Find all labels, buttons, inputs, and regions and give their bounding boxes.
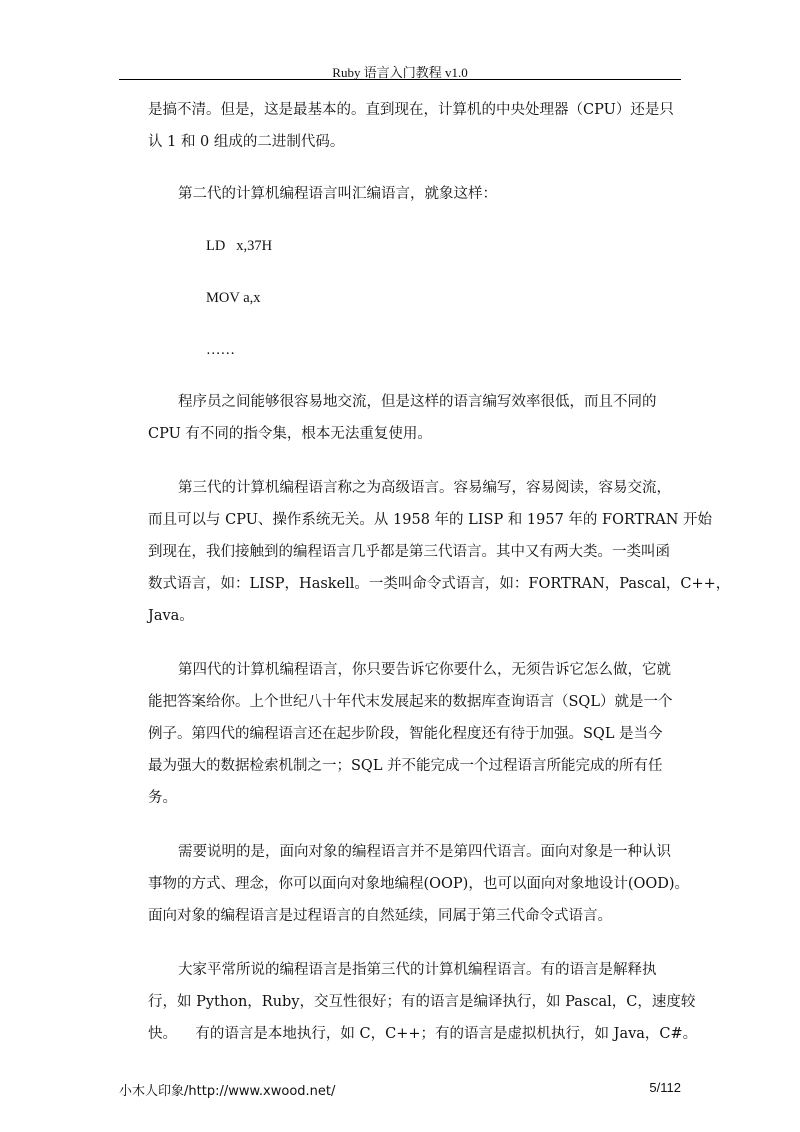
paragraph-5 [148,654,673,814]
text-line: 大家平常所说的编程语言是指第三代的计算机编程语言。有的语言是解释执 [178,962,657,978]
text-line: 面向对象的编程语言是过程语言的自然延续，同属于第三代命令式语言。 [148,908,612,924]
code-line-2: MOV a,x [206,290,261,306]
footer-site-link: 小木人印象/http://www.xwood.net/ [119,1084,336,1099]
paragraph-7 [148,954,698,1050]
running-header-title: Ruby 语言入门教程 v1.0 [332,65,468,80]
text-line: 第二代的计算机编程语言叫汇编语言，就象这样： [178,186,497,202]
text-line: 快。 有的语言是本地执行，如 C，C++；有的语言是虚拟机执行，如 Java，C#。 [148,1026,698,1042]
code-line-3: …… [206,342,235,358]
text-line: 能把答案给你。上个世纪八十年代末发展起来的数据库查询语言（SQL）就是一个 [148,694,673,710]
text-line: 需要说明的是，面向对象的编程语言并不是第四代语言。面向对象是一种认识 [178,844,671,860]
text-line: 到现在，我们接触到的编程语言几乎都是第三代语言。其中又有两大类。一类叫函 [148,544,670,560]
text-line: 行，如 Python，Ruby，交互性很好；有的语言是编译执行，如 Pascal，C，速度较 [148,994,696,1010]
code-line-1: LD x,37H [206,238,273,254]
text-line: Java。 [148,608,194,624]
text-line: 第四代的计算机编程语言，你只要告诉它你要什么，无须告诉它怎么做，它就 [178,662,671,678]
paragraph-3 [148,386,656,450]
text-line: 事物的方式、理念，你可以面向对象地编程(OOP)，也可以面向对象地设计(OOD)。 [148,876,690,892]
text-line: 认 1 和 0 组成的二进制代码。 [148,134,345,150]
text-line: 务。 [148,790,177,806]
text-line: 例子。第四代的编程语言还在起步阶段，智能化程度还有待于加强。SQL 是当今 [148,726,663,742]
text-line: 而且可以与 CPU、操作系统无关。从 1958 年的 LISP 和 1957 年的 FORTRAN 开始 [148,512,713,528]
body-text [148,94,731,1050]
paragraph-1 [148,94,674,158]
text-line: 数式语言，如：LISP，Haskell。一类叫命令式语言，如：FORTRAN，Pascal，C++， [148,576,731,592]
text-line: 是搞不清。但是，这是最基本的。直到现在，计算机的中央处理器（CPU）还是只 [148,102,674,118]
text-line: 最为强大的数据检索机制之一；SQL 并不能完成一个过程语言所能完成的所有任 [148,758,663,774]
paragraph-2 [148,178,656,210]
paragraph-6 [148,836,690,932]
paragraph-4 [148,472,731,632]
footer-page-number: 5/112 [649,1080,681,1095]
header-rule [119,79,681,80]
text-line: 程序员之间能够很容易地交流，但是这样的语言编写效率很低，而且不同的 [178,394,657,410]
text-line: 第三代的计算机编程语言称之为高级语言。容易编写，容易阅读，容易交流， [178,480,671,496]
text-line: CPU 有不同的指令集，根本无法重复使用。 [148,426,432,442]
